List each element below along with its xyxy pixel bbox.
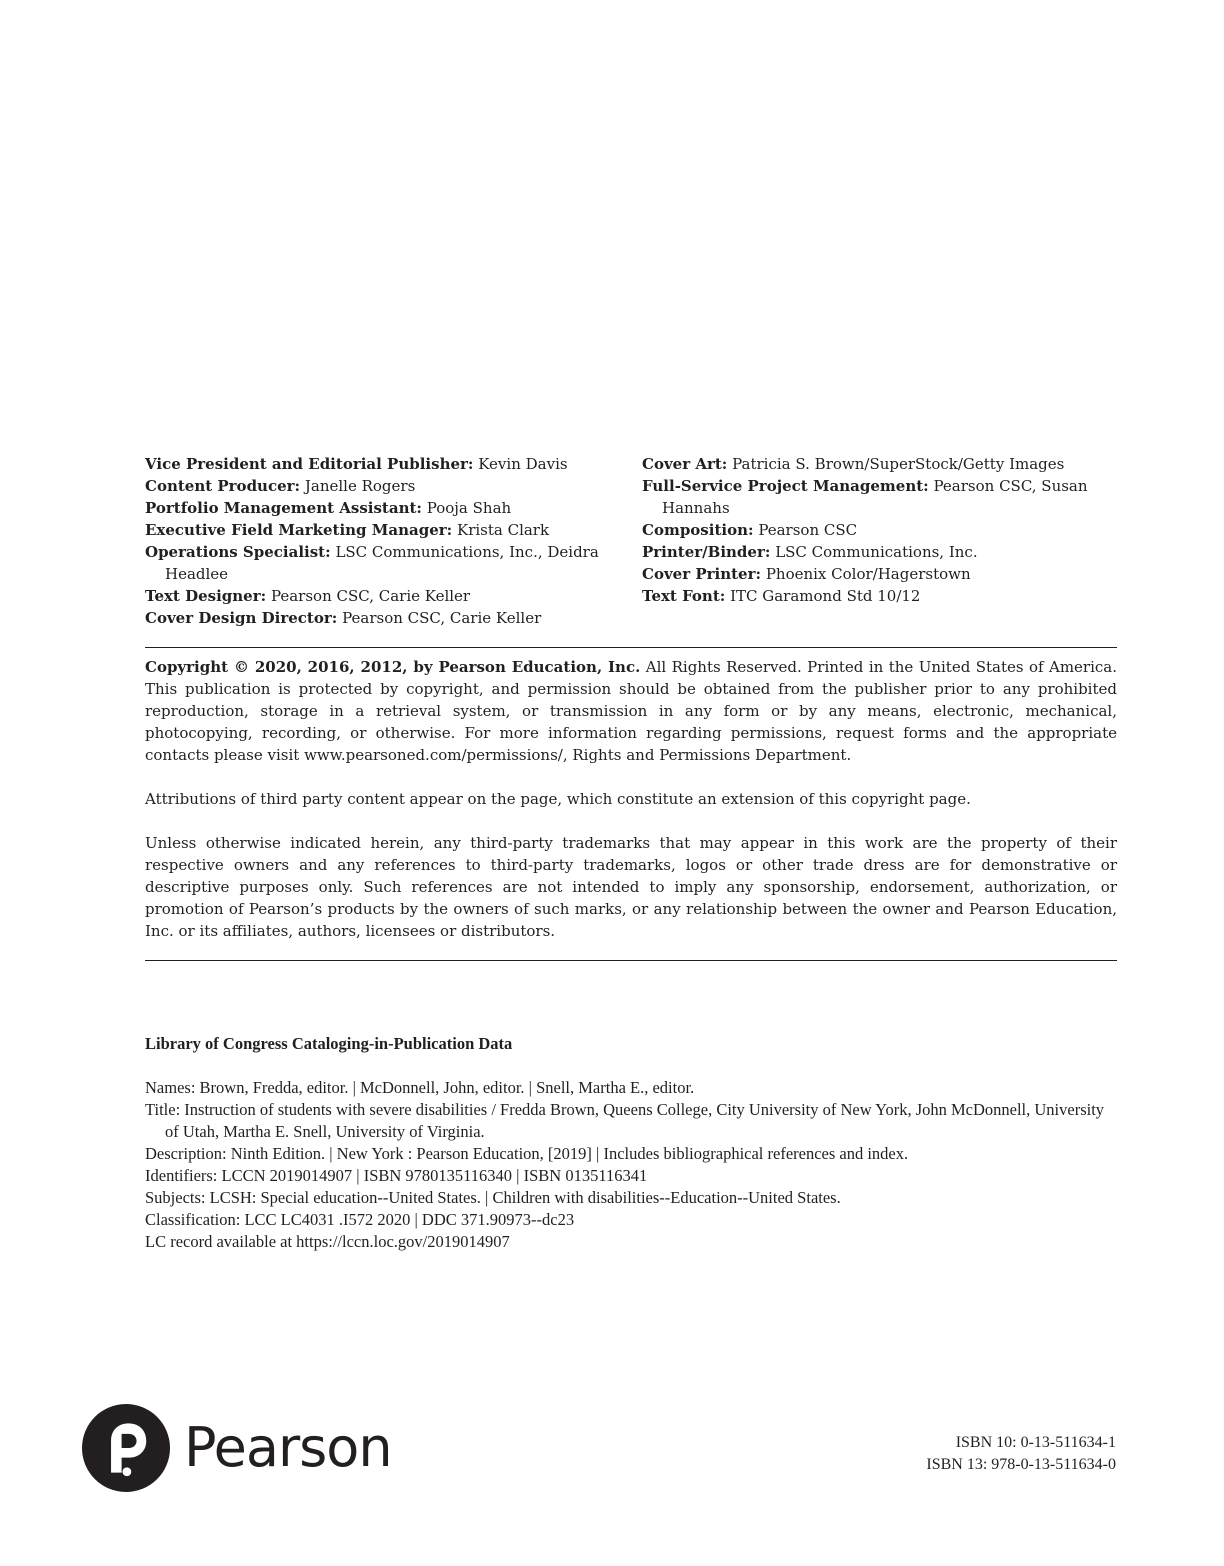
credit-line bbox=[642, 475, 1117, 519]
credits-right-column bbox=[642, 453, 1117, 607]
credit-name: Pearson CSC, Susan Hannahs bbox=[662, 477, 1088, 517]
credit-name: Kevin Davis bbox=[478, 455, 568, 473]
credit-line bbox=[145, 475, 625, 497]
credit-name: Pearson CSC, Carie Keller bbox=[270, 587, 471, 605]
credit-role: Printer/Binder: bbox=[642, 543, 771, 561]
credit-line bbox=[145, 453, 625, 475]
cip-line: Classification: LCC LC4031 .I572 2020 | DDC 371.90973--dc23 bbox=[145, 1210, 575, 1229]
cip-line: Identifiers: LCCN 2019014907 | ISBN 9780135116340 | ISBN 0135116341 bbox=[145, 1166, 648, 1185]
credit-name: ITC Garamond Std 10/12 bbox=[730, 587, 921, 605]
credit-line bbox=[145, 541, 625, 585]
credit-line bbox=[642, 563, 1117, 585]
section-divider bbox=[145, 960, 1117, 961]
credit-role: Text Designer: bbox=[145, 587, 267, 605]
credit-role: Content Producer: bbox=[145, 477, 301, 495]
credit-role: Cover Design Director: bbox=[145, 609, 338, 627]
isbn-13: ISBN 13: 978-0-13-511634-0 bbox=[926, 1456, 1116, 1473]
credit-line bbox=[145, 497, 625, 519]
credit-line bbox=[642, 585, 1117, 607]
copyright-paragraph bbox=[145, 656, 1117, 766]
credit-role: Cover Art: bbox=[642, 455, 728, 473]
credit-name: Krista Clark bbox=[456, 521, 550, 539]
copyright-statement: Copyright © 2020, 2016, 2012, by Pearson Education, Inc. bbox=[145, 658, 641, 676]
credit-line bbox=[642, 541, 1117, 563]
credit-role: Full-Service Project Management: bbox=[642, 477, 929, 495]
credit-role: Operations Specialist: bbox=[145, 543, 331, 561]
isbn-10: ISBN 10: 0-13-511634-1 bbox=[955, 1434, 1116, 1451]
credit-name: Janelle Rogers bbox=[304, 477, 416, 495]
credit-name: LSC Communications, Inc. bbox=[775, 543, 978, 561]
isbn-block bbox=[926, 1432, 1116, 1476]
credit-name: Phoenix Color/Hagerstown bbox=[765, 565, 971, 583]
credit-line bbox=[145, 607, 625, 629]
credit-role: Vice President and Editorial Publisher: bbox=[145, 455, 474, 473]
credit-name: Pearson CSC bbox=[758, 521, 858, 539]
credit-name: Patricia S. Brown/SuperStock/Getty Images bbox=[732, 455, 1065, 473]
pearson-logo bbox=[82, 1398, 392, 1498]
pearson-p-logo-icon bbox=[82, 1404, 170, 1492]
trademarks-paragraph: Unless otherwise indicated herein, any third-party trademarks that may appear in this work are the property of their respective owners and any references to third-party trademarks, logos or other trade dress are for demonstrative or descriptive purposes only. Such references are not intended to imply any sponsorship, endorsement, authorization, or promotion of Pearson’s products by the owners of such marks, or any relationship between the owner and Pearson Education, Inc. or its affiliates, authors, licensees or distributors. bbox=[145, 834, 1117, 940]
credit-name: LSC Communications, Inc., Deidra Headlee bbox=[165, 543, 599, 583]
credit-role: Text Font: bbox=[642, 587, 726, 605]
credit-role: Composition: bbox=[642, 521, 754, 539]
cip-line: Subjects: LCSH: Special education--United States. | Children with disabilities--Education--United States. bbox=[145, 1188, 841, 1207]
attributions-paragraph: Attributions of third party content appear on the page, which constitute an extension of this copyright page. bbox=[145, 790, 971, 808]
credit-role: Cover Printer: bbox=[642, 565, 762, 583]
pearson-wordmark: Pearson bbox=[184, 1416, 392, 1479]
credit-name: Pooja Shah bbox=[426, 499, 512, 517]
cip-heading: Library of Congress Cataloging-in-Publication Data bbox=[145, 1034, 513, 1053]
credit-line bbox=[145, 519, 625, 541]
cip-line: Names: Brown, Fredda, editor. | McDonnell, John, editor. | Snell, Martha E., editor. bbox=[145, 1078, 695, 1097]
credit-line bbox=[642, 453, 1117, 475]
cip-line: Description: Ninth Edition. | New York : Pearson Education, [2019] | Includes bibliographical references and index. bbox=[145, 1144, 909, 1163]
credit-name: Pearson CSC, Carie Keller bbox=[342, 609, 542, 627]
credit-line bbox=[642, 519, 1117, 541]
cip-line: LC record available at https://lccn.loc.gov/2019014907 bbox=[145, 1232, 510, 1251]
copyright-text: All Rights Reserved. Printed in the United States of America. This publication is protected by copyright, and permission should be obtained from the publisher prior to any prohibited reproduction, storage in a retrieval system, or transmission in any form or by any means, electronic, mechanical, photocopying, recording, or otherwise. For more information regarding permissions, request forms and the appropriate contacts please visit www.pearsoned.com/permissions/, Rights and Permissions Department. bbox=[145, 658, 1118, 764]
section-divider bbox=[145, 647, 1117, 648]
cip-block bbox=[145, 1033, 1117, 1253]
credit-line bbox=[145, 585, 625, 607]
cip-line: Title: Instruction of students with severe disabilities / Fredda Brown, Queens College, City University of New York, John McDonnell, University of Utah, Martha E. Snell, University of Virginia. bbox=[145, 1100, 1105, 1141]
credit-role: Portfolio Management Assistant: bbox=[145, 499, 422, 517]
credit-role: Executive Field Marketing Manager: bbox=[145, 521, 453, 539]
credits-left-column bbox=[145, 453, 625, 629]
legal-block bbox=[145, 656, 1117, 942]
